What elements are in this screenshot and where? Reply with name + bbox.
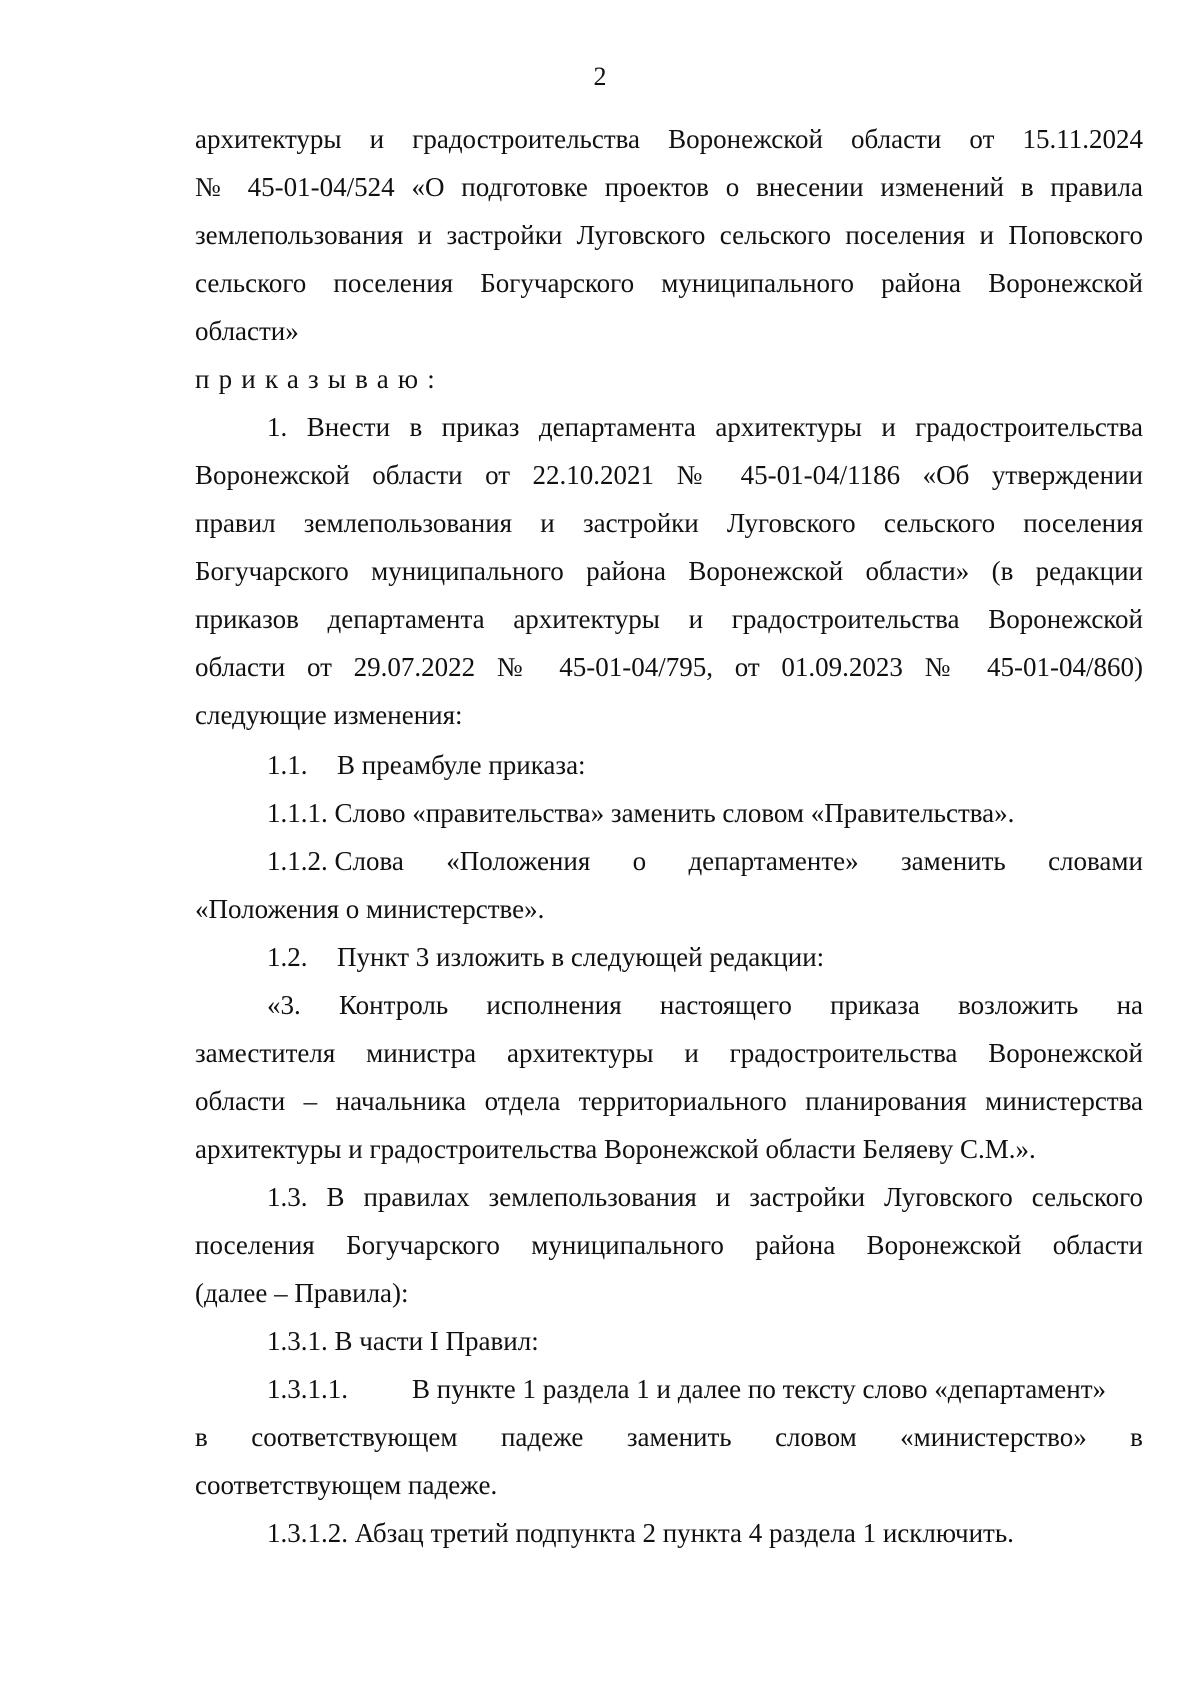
item-1-1-2-line [195,837,1143,885]
preamble-line: архитектуры и градостроительства Воронежской области от 15.11.2024 [195,124,1143,154]
item-1-line: 1. Внести в приказ департамента архитектуры и градостроительства [267,412,1143,442]
item-text: В пункте 1 раздела 1 и далее по тексту слово «департамент» [412,1374,1106,1404]
word: настоящего [659,990,792,1020]
word: падеже [500,1422,584,1452]
quote-line: заместителя министра архитектуры и градостроительства Воронежской [195,1038,1143,1068]
item-1-line: правил землепользования и застройки Луговского сельского поселения [195,508,1143,538]
item-1-3-1-2: 1.3.1.2. Абзац третий подпункта 2 пункта 4 раздела 1 исключить. [267,1518,1014,1548]
item-1-3-line: поселения Богучарского муниципального района Воронежской области [195,1230,1143,1260]
word: приказа [830,990,920,1020]
order-word: приказываю: [195,364,444,394]
item-1-1 [195,741,1143,789]
word: словом [775,1422,857,1452]
word: о [632,846,647,876]
item-1-3-1-1-line [195,1365,1143,1413]
item-1-3-1-1-line: соответствующем падеже. [195,1470,498,1500]
item-1-line: следующие изменения: [195,700,463,730]
word: соответствующем [251,1422,458,1452]
item-1-1-2-line: «Положения о министерстве». [195,894,545,924]
word: словами [1048,846,1143,876]
quote-line: области – начальника отдела территориального планирования министерства [195,1086,1143,1116]
quote-line [195,981,1143,1029]
word: в [1130,1422,1143,1452]
item-text: В преамбуле приказа: [337,750,586,780]
quote-line: архитектуры и градостроительства Воронежской области Беляеву С.М.». [195,1134,1036,1164]
item-number: 1.1.1. [267,798,328,828]
word: «3. [267,990,301,1020]
item-1-1-1 [195,789,1143,837]
word: «министерство» [900,1422,1087,1452]
preamble-line: области» [195,316,299,346]
item-1-line: приказов департамента архитектуры и градостроительства Воронежской [195,604,1143,634]
item-1-3-1: 1.3.1. В части I Правил: [267,1326,539,1356]
item-1-2 [195,933,1143,981]
item-number: 1.2. [267,942,308,972]
item-1-line: области от 29.07.2022 № 45-01-04/795, от 01.09.2023 № 45-01-04/860) [195,652,1143,682]
page-number: 2 [593,62,607,91]
word: заменить [626,1422,732,1452]
item-1-3-line: 1.3. В правилах землепользования и застройки Луговского сельского [267,1182,1143,1212]
item-number: 1.3.1.1. [267,1374,348,1404]
word: «Положения [446,846,591,876]
word: Контроль [338,990,449,1020]
item-1-line: Воронежской области от 22.10.2021 № 45-01-04/1186 «Об утверждении [195,460,1143,490]
word: на [1116,990,1143,1020]
item-text: Пункт 3 изложить в следующей редакции: [337,942,825,972]
item-1-3-1-1-line [195,1413,1143,1461]
document-body [195,115,1143,1557]
word: 1.1.2. Слова [267,846,404,876]
preamble-line: № 45-01-04/524 «О подготовке проектов о внесении изменений в правила [195,172,1143,202]
item-text: Слово «правительства» заменить словом «Правительства». [334,798,1015,828]
word: департаменте» [688,846,859,876]
word: заменить [901,846,1006,876]
item-1-line: Богучарского муниципального района Воронежской области» (в редакции [195,556,1143,586]
item-number: 1.1. [267,750,308,780]
preamble-line: землепользования и застройки Луговского сельского поселения и Поповского [195,220,1143,250]
word: исполнения [486,990,622,1020]
item-1-3-line: (далее – Правила): [195,1278,409,1308]
word: в [195,1422,208,1452]
word: возложить [958,990,1079,1020]
preamble-line: сельского поселения Богучарского муниципального района Воронежской [195,268,1143,298]
